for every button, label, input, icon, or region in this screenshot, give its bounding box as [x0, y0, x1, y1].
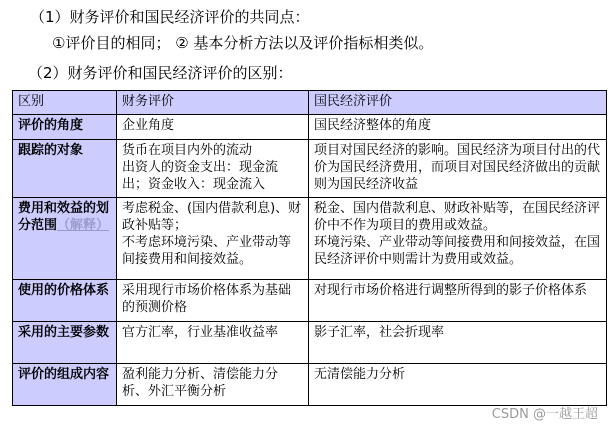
table-row: [13, 322, 607, 364]
national-cell: 对现行市场价格进行调整所得到的影子价格体系: [309, 280, 607, 322]
row-label: [13, 198, 117, 280]
national-cell: 影子汇率，社会折现率: [309, 322, 607, 364]
financial-cell-line: 出资人的资金支出：现金流出；资金收入：现金流入: [122, 160, 279, 192]
national-cell: 项目对国民经济的影响。国民经济为项目付出的代价为国民经济费用，而项目对国民经济做出的贡献则为国民经济收益: [309, 140, 607, 198]
national-cell: 国民经济整体的角度: [309, 115, 607, 140]
table-row: [13, 198, 607, 280]
header-national-economic-evaluation: 国民经济评价: [309, 91, 607, 115]
national-cell: 无清偿能力分析: [309, 364, 607, 406]
common-points-detail: ①评价目的相同； ② 基本分析方法以及评价指标相类似。: [52, 34, 434, 52]
financial-cell: 官方汇率，行业基准收益率: [117, 322, 309, 364]
national-cell-line: 环境污染、产业带动等间接费用和间接效益，在国民经济评价中则需计为费用或效益。: [314, 235, 601, 267]
header-financial-evaluation: 财务评价: [117, 91, 309, 115]
row-label: 使用的价格体系: [13, 280, 117, 322]
financial-cell: 采用现行市场价格体系为基础的预测价格: [117, 280, 309, 322]
table-row: [13, 140, 607, 198]
financial-cell: 企业角度: [117, 115, 309, 140]
row-label: 评价的组成内容: [13, 364, 117, 406]
table-row: [13, 364, 607, 406]
financial-cell: [117, 198, 309, 280]
table-row: [13, 115, 607, 140]
national-cell-line: 税金、国内借款利息、财政补贴等，在国民经济评价中不作为项目的费用或效益。: [314, 201, 601, 233]
row-label: 采用的主要参数: [13, 322, 117, 364]
csdn-watermark: CSDN @一越王超: [491, 407, 598, 422]
table-header-row: [13, 91, 607, 115]
differences-heading: （2）财务评价和国民经济评价的区别：: [28, 64, 293, 82]
row-label-text: 费用和效益的划分范围: [18, 201, 110, 233]
financial-cell: 盈利能力分析、清偿能力分析、外汇平衡分析: [117, 364, 309, 406]
row-label: 评价的角度: [13, 115, 117, 140]
table-row: [13, 280, 607, 322]
row-label: 跟踪的对象: [13, 140, 117, 198]
financial-cell: [117, 140, 309, 198]
common-points-heading: （1）财务评价和国民经济评价的共同点：: [30, 8, 310, 26]
financial-cell-line: 货币在项目内外的流动: [122, 143, 253, 158]
header-difference: 区别: [13, 91, 117, 115]
financial-cell-line: 考虑税金、(国内借款利息)、财政补贴等；: [122, 201, 302, 233]
explanation-link[interactable]: （解释）: [57, 218, 110, 233]
financial-cell-line: 不考虑环境污染、产业带动等间接费用和间接效益。: [122, 235, 292, 267]
national-cell: [309, 198, 607, 280]
comparison-table: [12, 90, 607, 406]
